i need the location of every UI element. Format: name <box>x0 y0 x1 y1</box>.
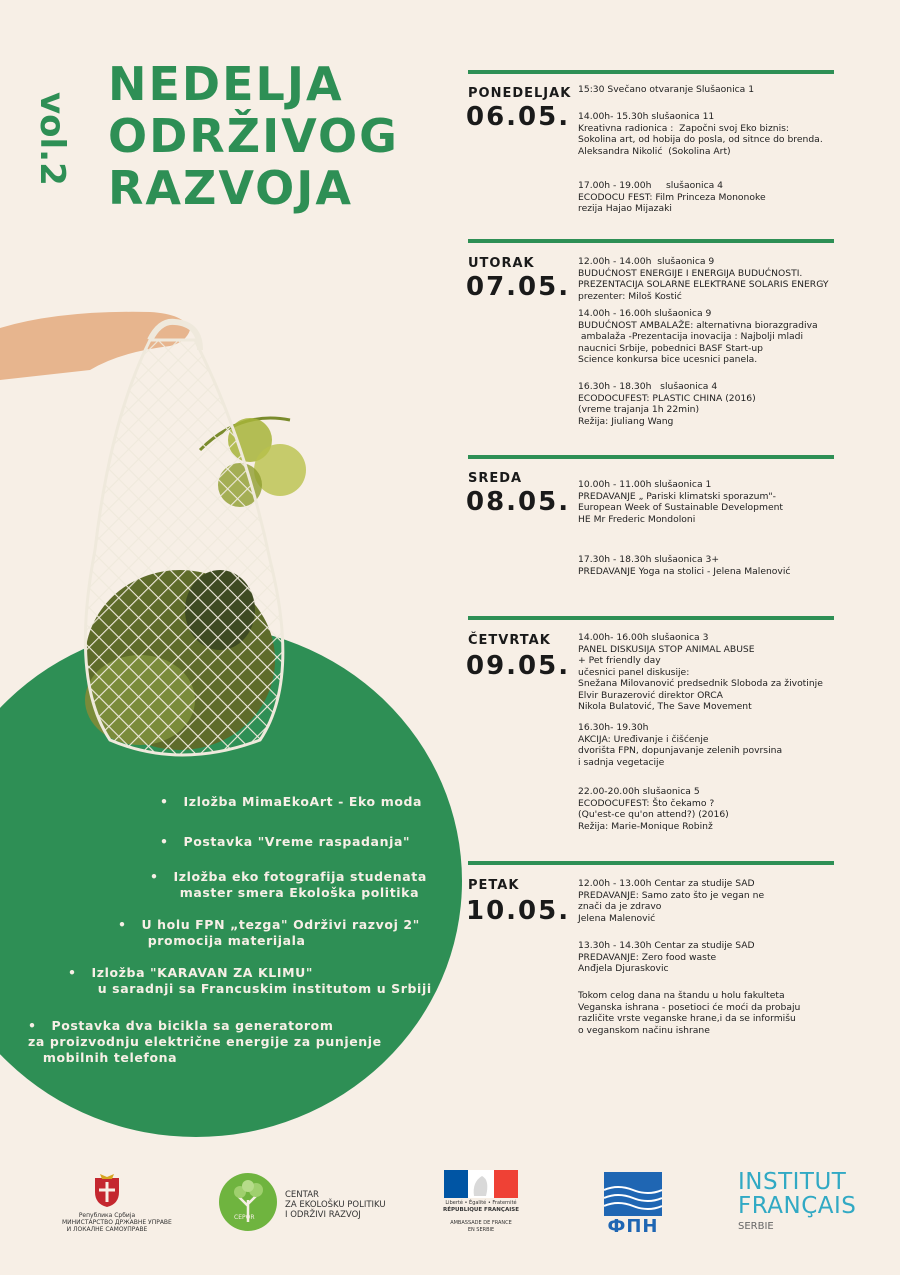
event: 15:30 Svečano otvaranje Slušaonica 1 <box>578 84 755 95</box>
event: 14.00h- 16.00h slušaonica 3 PANEL DISKUSIJA STOP ANIMAL ABUSE + Pet friendly day učesnici panel diskusije: Snežana Milovanović predsednik Sloboda za životinje Elvir Burazerović direktor ORCA Nikola Bulatović, The Save Movement <box>578 632 823 712</box>
event: 14.00h - 16.00h slušaonica 9 BUDUĆNOST AMBALAŽE: alternativna biorazgradiva ambalaža -Prezentacija inovacija : Najbolji mladi naucnici Srbije, pobednici BASF Start-up Science konkursa bice ucesnici panela. <box>578 308 818 365</box>
cepor-mark: CEPOR <box>234 1214 255 1221</box>
marianne-icon <box>444 1170 518 1198</box>
event: 10.00h - 11.00h slušaonica 1 PREDAVANJE „ Pariski klimatski sporazum"- European Week of Sustainable Development HE Mr Frederic Mondoloni <box>578 479 784 525</box>
day-divider <box>468 861 834 865</box>
volume-label: vol.2 <box>32 92 72 186</box>
list-item: • Izložba eko fotografija studenata master smera Ekološka politika <box>150 869 427 900</box>
france-embassy-text: AMBASSADE DE FRANCE EN SERBIE <box>450 1220 512 1233</box>
cepor-text: CENTAR ZA EKOLOŠKU POLITIKU I ODRŽIVI RAZVOJ <box>285 1190 386 1220</box>
serbian-coat-of-arms-icon <box>92 1172 122 1208</box>
list-item: • Izložba "KARAVAN ZA KLIMU" u saradnji sa Francuskim institutom u Srbiji <box>68 965 432 996</box>
poster-title <box>108 58 399 214</box>
day-date: 06.05. <box>466 102 571 132</box>
list-item: • Izložba MimaEkoArt - Eko moda <box>160 794 423 809</box>
sponsor-logos <box>0 1160 900 1260</box>
day-name: PONEDELJAK <box>468 86 572 101</box>
event: 12.00h - 14.00h slušaonica 9 BUDUĆNOST ENERGIJE I ENERGIJA BUDUĆNOSTI. PREZENTACIJA SOLARNE ELEKTRANE SOLARIS ENERGY prezenter: Miloš Kostić <box>578 256 829 302</box>
day-date: 07.05. <box>466 272 571 302</box>
title-line-2: ODRŽIVOG <box>108 109 399 163</box>
waves-icon <box>604 1172 662 1216</box>
title-line-1: NEDELJA <box>108 57 344 111</box>
event: 12.00h - 13.00h Centar za studije SAD PREDAVANJE: Samo zato što je vegan ne znači da je zdravo Jelena Malenović <box>578 878 765 924</box>
french-embassy-logo <box>442 1170 520 1234</box>
tree-icon <box>218 1172 278 1232</box>
event: 14.00h- 15.30h slušaonica 11 Kreativna radionica : Započni svoj Eko biznis: Sokolina art, od hobija do posla, od sitnce do brenda. Aleksandra Nikolić (Sokolina Art) <box>578 111 823 157</box>
france-republic-text: RÉPUBLIQUE FRANÇAISE <box>443 1207 519 1213</box>
serbia-ministry-text: Република Србија МИНИСТАРСТВО ДРЖАВНЕ УПРАВЕ И ЛОКАЛНЕ САМОУПРАВЕ <box>62 1212 172 1233</box>
day-divider <box>468 455 834 459</box>
event: 16.30h- 19.30h AKCIJA: Uređivanje i čišćenje dvorišta FPN, dopunjavanje zelenih povrsina i sadnja vegetacije <box>578 722 783 768</box>
title-line-3: RAZVOJA <box>108 161 353 215</box>
day-divider <box>468 239 834 243</box>
event: 16.30h - 18.30h slušaonica 4 ECODOCUFEST: PLASTIC CHINA (2016) (vreme trajanja 1h 22min) Režija: Jiuliang Wang <box>578 381 756 427</box>
institut-francais-logo <box>738 1170 878 1232</box>
list-item: • Postavka dva bicikla sa generatorom za proizvodnju električne energije za punjenje mobilnih telefona <box>28 1018 382 1065</box>
day-name: ČETVRTAK <box>468 633 551 648</box>
day-name: UTORAK <box>468 256 535 271</box>
france-motto: Liberté • Égalité • Fraternité <box>445 1200 517 1206</box>
day-date: 09.05. <box>466 651 571 681</box>
event: 17.00h - 19.00h slušaonica 4 ECODOCU FEST: Film Princeza Mononoke rezija Hajao Mijazaki <box>578 180 766 214</box>
serbia-ministry-logo <box>62 1172 172 1233</box>
fpn-text: ФПН <box>607 1216 659 1237</box>
list-item: • Postavka "Vreme raspadanja" <box>160 834 411 849</box>
day-date: 08.05. <box>466 487 571 517</box>
day-date: 10.05. <box>466 896 571 926</box>
mesh-bag-illustration <box>0 300 340 770</box>
event: 22.00-20.00h slušaonica 5 ECODOCUFEST: Što čekamo ? (Qu'est-ce qu'on attend?) (2016) Režija: Marie-Monique Robinž <box>578 786 729 832</box>
institut-line-1: INSTITUT <box>738 1169 847 1195</box>
day-divider <box>468 616 834 620</box>
event: 13.30h - 14.30h Centar za studije SAD PREDAVANJE: Zero food waste Anđjela Djuraskovic <box>578 940 755 974</box>
event: 17.30h - 18.30h slušaonica 3+ PREDAVANJE Yoga na stolici - Jelena Malenović <box>578 554 791 577</box>
fpn-logo <box>604 1172 662 1237</box>
day-divider <box>468 70 834 74</box>
list-item: • U holu FPN „tezga" Održivi razvoj 2" promocija materijala <box>118 917 420 948</box>
day-name: PETAK <box>468 878 520 893</box>
day-name: SREDA <box>468 471 523 486</box>
cepor-logo <box>218 1172 418 1232</box>
institut-line-3: SERBIE <box>738 1221 774 1232</box>
event: Tokom celog dana na štandu u holu fakulteta Veganska ishrana - posetioci će moći da probaju različite vrste veganske hrane,i da se informišu o veganskom načinu ishrane <box>578 990 801 1036</box>
institut-line-2: FRANÇAIS <box>738 1193 857 1219</box>
